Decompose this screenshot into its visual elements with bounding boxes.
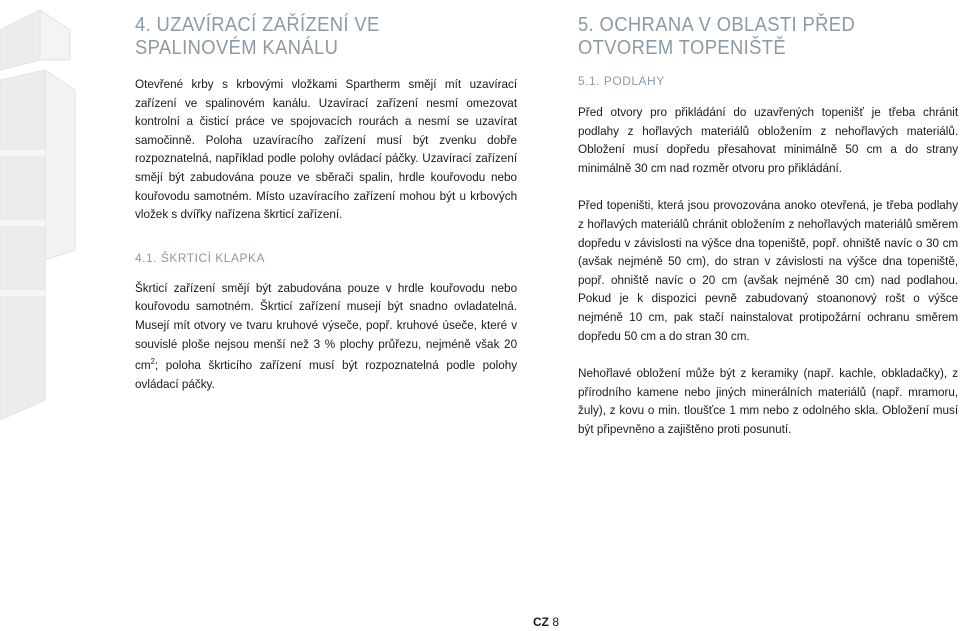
section-4-heading: 4. UZAVÍRACÍ ZAŘÍZENÍ VE SPALINOVÉM KANÁLU xyxy=(135,14,380,59)
section-4-1-paragraph: Škrticí zařízení smějí být zabudována pouze v hrdle kouřovodu nebo kouřovodu samotném. Škrticí zařízení musejí být snadno ovladatelná. Musejí mít otvory ve tvaru kruhové výseče, popř. kruhové úseče, které v souvislé ploše nejsou menší než 3 % plochy průřezu, nejméně však 20 $cm^2$; poloha škrticího zařízení musí být rozpoznatelná podle polohy ovládací páčky. xyxy=(135,280,518,391)
section-5-1-paragraph-2: Před topeništi, která jsou provozována anoko otevřená, je třeba podlahy z hořlavých materiálů chránit obložením z nehořlavých materiálů směrem dopředu v závislosti na výšce dna topeniště, popř. ohniště navíc o 30 cm (avšak nejméně 50 cm), do stran v závislosti na výšce dna topeniště, popř. ohniště navíc o 20 cm (avšak nejméně 30 cm) nad podlahou. Pokud je k dispozici pevně zabudovaný stoanonový rošt o výšce nejméně 10 cm, pak stačí nainstalovat protipožární ochranu směrem dopředu 50 cm a do stran 30 cm. xyxy=(578,198,959,343)
section-5-1-paragraph-1: Před otvory pro přikládání do uzavřených topenišť je třeba chránit podlahy z hořlavých materiálů obložením z nehořlavých materiálů. Obložení musí dopředu přesahovat minimálně 50 cm a do strany minimálně 30 cm nad rozměr otvoru pro přikládání. xyxy=(578,105,959,175)
right-column xyxy=(578,14,960,439)
section-5-heading: 5. OCHRANA V OBLASTI PŘED OTVOREM TOPENIŠTĚ xyxy=(578,14,856,59)
fireplace-watermark-image xyxy=(0,0,120,420)
section-5-1-paragraph-3: Nehořlavé obložení může být z keramiky (např. kachle, obkladačky), z přírodního kamene nebo jiných minerálních materiálů (např. mramoru, žuly), z kovu o min. tloušťce 1 mm nebo z odolného skla. Obložení musí být připevněno a zajištěno proti posunutí. xyxy=(578,366,959,436)
section-4-1-subheading: 4.1. ŠKRTICÍ KLAPKA xyxy=(135,250,265,265)
section-4-paragraph: Otevřené krby s krbovými vložkami Spartherm smějí mít uzavírací zařízení ve spalinovém kanálu. Uzavírací zařízení nesmí omezovat kontrolní a čisticí práce ve spojovacích rourách a nesmí se uzavírat samočinně. Poloha uzavíracího zařízení musí být zvenku dobře rozpoznatelná, například podle polohy ovládací páčky. Uzavírací zařízení smějí být zabudována pouze ve sběrači spalin, hrdle kouřovodu nebo kouřovodu samotném. Místo uzavíracího zařízení mohou být u krbových vložek s dvířky nařízena škrticí zařízení. xyxy=(135,77,518,222)
page-number: 8 xyxy=(552,615,560,629)
section-5-1-subheading: 5.1. PODLAHY xyxy=(578,74,665,88)
language-code: CZ xyxy=(533,615,549,629)
left-column xyxy=(135,14,518,393)
page-footer xyxy=(533,615,559,629)
